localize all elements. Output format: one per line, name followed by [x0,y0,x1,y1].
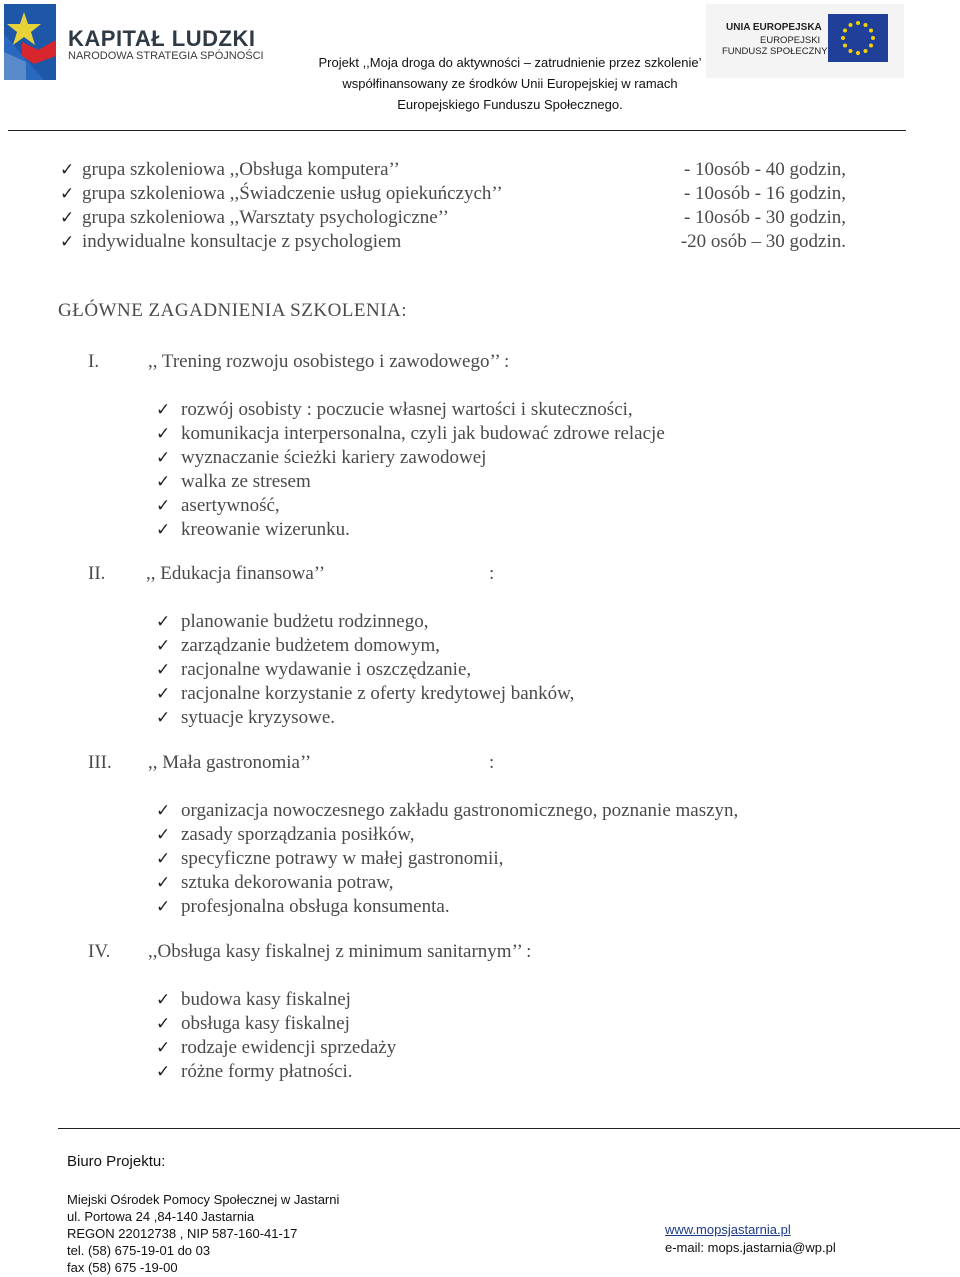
section-number: II. [88,563,106,584]
topic-item: profesjonalna obsługa konsumenta. [181,896,450,917]
footer-line: ul. Portowa 24 ,84-140 Jastarnia [67,1209,255,1224]
topic-item: wyznaczanie ścieżki kariery zawodowej [181,447,487,468]
topic-item: racjonalne korzystanie z oferty kredytowej banków, [181,683,575,704]
check-icon: ✓ [60,208,75,228]
topic-item: komunikacja interpersonalna, czyli jak budować zdrowe relacje [181,423,665,444]
topic-item: sytuacje kryzysowe. [181,707,336,728]
project-line-3: Europejskiego Funduszu Społecznego. [397,97,623,112]
check-icon: ✓ [156,708,171,728]
group-name: grupa szkoleniowa ,,Obsługa komputera’’ [82,159,400,180]
section-title: ,, Trening rozwoju osobistego i zawodowego’’ : [148,351,510,372]
kapital-ludzki-title: KAPITAŁ LUDZKI [68,26,256,51]
footer-line: Miejski Ośrodek Pomocy Społecznej w Jastarni [67,1192,340,1207]
check-icon: ✓ [156,684,171,704]
kapital-ludzki-subtitle: NARODOWA STRATEGIA SPÓJNOŚCI [68,50,264,62]
eu-star-icon [843,29,847,33]
check-icon: ✓ [156,873,171,893]
eu-star-icon [869,29,873,33]
topic-item: obsługa kasy fiskalnej [181,1013,350,1034]
check-icon: ✓ [60,160,75,180]
topic-item: budowa kasy fiskalnej [181,989,351,1010]
check-icon: ✓ [156,636,171,656]
project-line-1: Projekt ,,Moja droga do aktywności – zatrudnienie przez szkolenie’ [318,55,702,70]
check-icon: ✓ [156,660,171,680]
footer-divider [58,1128,960,1129]
topic-item: sztuka dekorowania potraw, [181,872,394,893]
eu-star-icon [841,36,845,40]
check-icon: ✓ [156,801,171,821]
website-link[interactable]: www.mopsjastarnia.pl [665,1222,791,1237]
check-icon: ✓ [156,1014,171,1034]
group-detail: -20 osób – 30 godzin. [680,231,846,252]
section-colon: : [489,563,495,584]
eu-star-icon [864,23,868,27]
topic-item: asertywność, [181,495,280,516]
section-title: ,,Obsługa kasy fiskalnej z minimum sanitarnym’’ : [148,941,532,962]
check-icon: ✓ [156,1038,171,1058]
header-divider [8,130,906,131]
topic-item: zarządzanie budżetem domowym, [181,635,441,656]
topic-item: organizacja nowoczesnego zakładu gastronomicznego, poznanie maszyn, [181,800,739,821]
section-colon: : [489,752,495,773]
footer-line: tel. (58) 675-19-01 do 03 [67,1243,211,1258]
check-icon: ✓ [156,849,171,869]
check-icon: ✓ [156,400,171,420]
footer-line: fax (58) 675 -19-00 [67,1260,178,1275]
section-title: ,, Edukacja finansowa’’ [146,563,326,584]
group-name: grupa szkoleniowa ,,Świadczenie usług opiekuńczych’’ [82,183,503,204]
topic-item: walka ze stresem [181,471,311,492]
section-title: ,, Mała gastronomia’’ [148,752,312,773]
footer-biuro-label: Biuro Projektu: [67,1153,166,1170]
check-icon: ✓ [156,1062,171,1082]
topic-item: planowanie budżetu rodzinnego, [181,611,429,632]
topic-item: kreowanie wizerunku. [181,519,350,540]
eu-star-icon [856,21,860,25]
topic-item: różne formy płatności. [181,1061,353,1082]
project-info [250,52,770,115]
eu-line-1: UNIA EUROPEJSKA [726,22,822,33]
eu-star-icon [849,23,853,27]
kapital-ludzki-logo [4,4,56,80]
check-icon: ✓ [156,496,171,516]
footer-line: REGON 22012738 , NIP 587-160-41-17 [67,1226,298,1241]
check-icon: ✓ [156,897,171,917]
group-detail: - 10osób - 30 godzin, [683,207,846,228]
eu-flag-icon [828,14,888,62]
email-address: e-mail: mops.jastarnia@wp.pl [665,1240,836,1255]
section-number: I. [88,351,100,372]
eu-star-icon [871,36,875,40]
check-icon: ✓ [156,472,171,492]
eu-line-2: EUROPEJSKI [760,35,821,46]
eu-star-icon [849,49,853,53]
section-number: III. [88,752,112,773]
topic-item: rodzaje ewidencji sprzedaży [181,1037,397,1058]
check-icon: ✓ [156,520,171,540]
main-section-title: GŁÓWNE ZAGADNIENIA SZKOLENIA: [58,300,408,321]
topic-item: rozwój osobisty : poczucie własnej wartości i skuteczności, [181,399,633,420]
check-icon: ✓ [156,825,171,845]
check-icon: ✓ [156,448,171,468]
group-detail: - 10osób - 16 godzin, [683,183,846,204]
group-name: indywidualne konsultacje z psychologiem [82,231,402,252]
check-icon: ✓ [60,232,75,252]
topic-item: zasady sporządzania posiłków, [181,824,415,845]
check-icon: ✓ [156,990,171,1010]
topic-item: racjonalne wydawanie i oszczędzanie, [181,659,472,680]
section-number: IV. [88,941,111,962]
eu-star-icon [864,49,868,53]
check-icon: ✓ [156,424,171,444]
group-detail: - 10osób - 40 godzin, [683,159,846,180]
topic-item: specyficzne potrawy w małej gastronomii, [181,848,504,869]
project-line-2: współfinansowany ze środków Unii Europejskiej w ramach [342,76,678,91]
eu-star-icon [869,44,873,48]
eu-line-3: FUNDUSZ SPOŁECZNY [722,46,828,57]
check-icon: ✓ [60,184,75,204]
check-icon: ✓ [156,612,171,632]
eu-star-icon [856,51,860,55]
eu-star-icon [843,44,847,48]
group-name: grupa szkoleniowa ,,Warsztaty psychologiczne’’ [82,207,449,228]
